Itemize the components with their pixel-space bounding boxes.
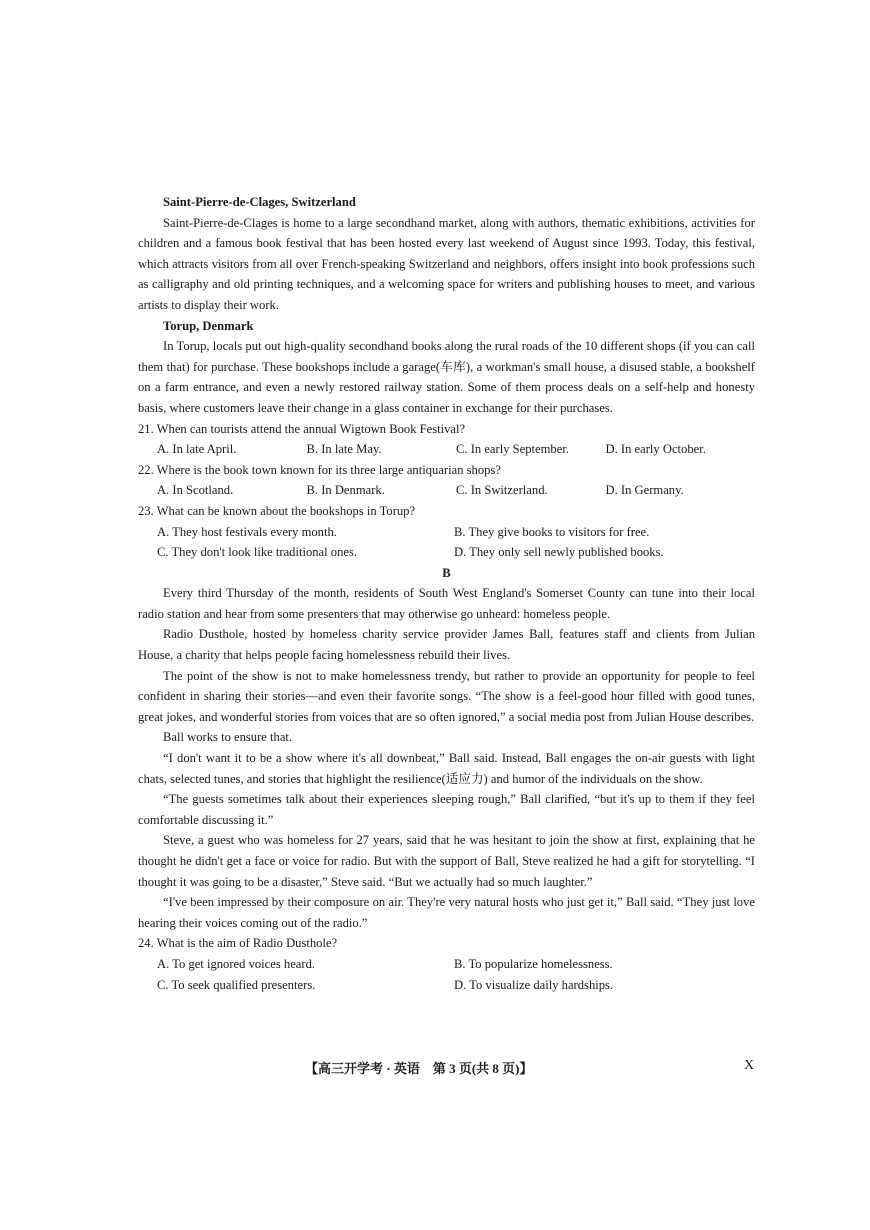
- option: C. They don't look like traditional ones.: [157, 545, 358, 560]
- option: A. In Scotland.: [157, 483, 234, 498]
- option: D. To visualize daily hardships.: [454, 977, 614, 992]
- option: C. To seek qualified presenters.: [157, 977, 316, 992]
- option: C. In early September.: [456, 442, 569, 457]
- exam-page: [138, 192, 755, 995]
- paragraph: Ball works to ensure that.: [163, 730, 293, 745]
- option: D. In Germany.: [605, 483, 684, 498]
- paragraph: “I don't want it to be a show where it's all downbeat,” Ball said. Instead, Ball engages the on-air guests with light chats, selected tunes, and stories that highlight the resilience(适应力) and humor of the individuals on the show.: [138, 751, 755, 786]
- option: D. In early October.: [605, 442, 706, 457]
- question-options: [138, 522, 755, 543]
- option: B. In late May.: [306, 442, 382, 457]
- option: A. They host festivals every month.: [157, 524, 337, 539]
- option: A. To get ignored voices heard.: [157, 956, 316, 971]
- option: B. To popularize homelessness.: [454, 956, 613, 971]
- question-options: [138, 439, 755, 460]
- question-options: [138, 975, 755, 996]
- paragraph: “I've been impressed by their composure on air. They're very natural hosts who just get it,” Ball said. “They just love hearing their voices coming out of the radio.”: [138, 895, 755, 930]
- paragraph: Saint-Pierre-de-Clages is home to a large secondhand market, along with authors, thematic exhibitions, activities for children and a famous book festival that has been hosted every last weekend of August since 1993. Today, this festival, which attracts visitors from all over French-speaking Switzerland and neighbors, offers insight into book professions such as calligraphy and old printing techniques, and a welcoming space for writers and publishing houses to meet, and various artists to display their work.: [138, 215, 755, 312]
- section-heading: Torup, Denmark: [163, 318, 254, 333]
- section-heading: Saint-Pierre-de-Clages, Switzerland: [163, 195, 356, 209]
- question-stem: 21. When can tourists attend the annual Wigtown Book Festival?: [138, 421, 466, 436]
- paragraph: In Torup, locals put out high-quality secondhand books along the rural roads of the 10 different shops (if you can call them that) for purchase. These bookshops include a garage(车库), a workman's small house, a disused stable, a bookshelf on a farm entrance, and even a newly restored railway station. Some of them process deals on a self-help and honesty basis, where customers leave their change in a glass container in exchange for their purchases.: [138, 339, 755, 415]
- section-label: B: [442, 565, 451, 580]
- question-stem: 22. Where is the book town known for its three large antiquarian shops?: [138, 462, 501, 477]
- question-options: [138, 954, 755, 975]
- version-mark: X: [744, 1058, 755, 1073]
- page-number-label: 【高三开学考 · 英语 第 3 页(共 8 页)】: [305, 1061, 533, 1076]
- question-options: [138, 480, 755, 501]
- option: A. In late April.: [157, 442, 237, 457]
- paragraph: Every third Thursday of the month, residents of South West England's Somerset County can tune into their local radio station and hear from some presenters that may otherwise go unheard: homeless people.: [138, 586, 755, 621]
- question-stem: 24. What is the aim of Radio Dusthole?: [138, 936, 338, 951]
- paragraph: “The guests sometimes talk about their experiences sleeping rough,” Ball clarified, “but it's up to them if they feel comfortable discussing it.”: [138, 792, 755, 827]
- paragraph: Steve, a guest who was homeless for 27 years, said that he was hesitant to join the show at first, explaining that he thought he didn't get a face or voice for radio. But with the support of Ball, Steve realized he had a gift for storytelling. “I thought it was going to be a disaster,” Steve said. “But we actually had so much laughter.”: [138, 833, 755, 889]
- paragraph: Radio Dusthole, hosted by homeless charity service provider James Ball, features staff and clients from Julian House, a charity that helps people facing homelessness rebuild their lives.: [138, 627, 755, 663]
- option: D. They only sell newly published books.: [454, 545, 664, 560]
- option: C. In Switzerland.: [456, 483, 548, 498]
- question-options: [138, 542, 755, 563]
- question-stem: 23. What can be known about the bookshops in Torup?: [138, 503, 416, 518]
- option: B. They give books to visitors for free.: [454, 524, 650, 539]
- option: B. In Denmark.: [306, 483, 385, 498]
- paragraph: The point of the show is not to make homelessness trendy, but rather to provide an opportunity for people to feel confident in sharing their stories—and even their favorite songs. “The show is a feel-good hour filled with good tunes, great jokes, and wonderful stories from voices that are so often ignored,” a social media post from Julian House describes.: [138, 668, 755, 724]
